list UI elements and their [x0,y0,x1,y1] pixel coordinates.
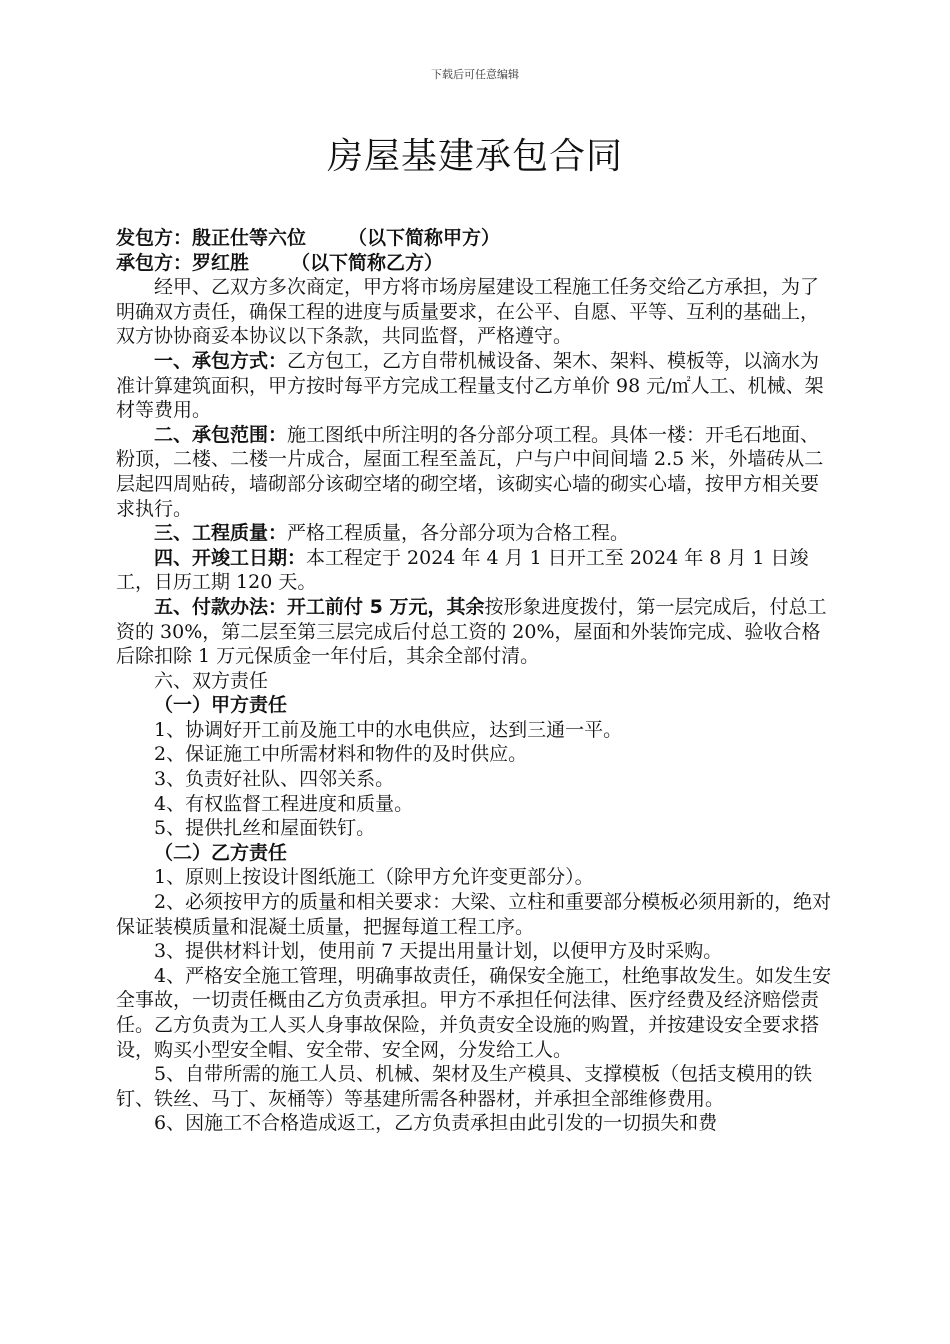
party-b-duty-item: 2、必须按甲方的质量和相关要求：大梁、立柱和重要部分模板必须用新的，绝对保证装模质量和混凝土质量，把握每道工程工序。 [116,891,832,938]
party-a-line [116,226,836,251]
party-b-duty-item: 3、提供材料计划，使用前 7 天提出用量计划，以便甲方及时采购。 [154,940,723,963]
clause-2 [116,423,836,521]
party-a-note: （以下简称甲方） [348,227,501,249]
intro-paragraph: 经甲、乙双方多次商定，甲方将市场房屋建设工程施工任务交给乙方承担，为了明确双方责任，确保工程的进度与质量要求，在公平、自愿、平等、互利的基础上，双方协协商妥本协议以下条款，共同监督，严格遵守。 [116,276,820,348]
party-a-duty-item: 5、提供扎丝和屋面铁钉。 [154,817,376,840]
clause-4-heading: 四、开竣工日期： [154,546,307,569]
party-b-duty-item: 6、因施工不合格造成返工，乙方负责承担由此引发的一切损失和费 [154,1112,718,1135]
party-a-label: 发包方：殷正仕等六位 [116,227,307,249]
clause-3-heading: 三、工程质量： [154,522,288,545]
clause-1 [116,349,836,423]
clause-3-text: 严格工程质量，各分部分项为合格工程。 [287,522,630,545]
party-b-duties-heading: （二）乙方责任 [154,841,288,864]
party-a-duties-heading: （一）甲方责任 [154,694,288,717]
clause-5 [116,595,836,669]
party-a-duty-item: 1、协调好开工前及施工中的水电供应，达到三通一平。 [154,718,623,741]
party-a-duty-item: 3、负责好社队、四邻关系。 [154,768,395,791]
clause-4 [116,546,836,595]
clause-2-text: 施工图纸中所注明的各分部分项工程。具体一楼：开毛石地面、粉顶，二楼、二楼一片成合，屋面工程至盖瓦，户与户中间间墙 2.5 米，外墙砖从二层起四周贴砖，墙砌部分该砌空堵的砌空堵，该砌实心墙的砌实心墙，按甲方相关要求执行。 [116,423,824,520]
party-a-duty-item: 2、保证施工中所需材料和物件的及时供应。 [154,743,528,766]
party-b-duty-item: 5、自带所需的施工人员、机械、架材及生产模具、支撑模板（包括支模用的铁钉、铁丝、马丁、灰桶等）等基建所需各种器材，并承担全部维修费用。 [116,1063,813,1110]
party-b-line [116,251,836,276]
party-b-note: （以下简称乙方） [291,251,444,274]
document-title: 房屋基建承包合同 [326,136,623,177]
party-b-label: 承包方：罗红胜 [116,251,250,274]
header-note: 下载后可任意编辑 [431,68,519,81]
clause-6-heading: 六、双方责任 [154,669,269,692]
clause-2-heading: 二、承包范围： [154,423,288,446]
clause-3 [116,521,836,546]
clause-5-heading: 五、付款办法：开工前付 5 万元，其余 [154,595,485,618]
party-b-duty-item: 1、原则上按设计图纸施工（除甲方允许变更部分）。 [154,866,594,889]
party-b-duty-item: 4、严格安全施工管理，明确事故责任，确保安全施工，杜绝事故发生。如发生安全事故，一切责任概由乙方负责承担。甲方不承担任何法律、医疗经费及经济赔偿责任。乙方负责为工人买人身事故保险，并负责安全设施的购置，并按建设安全要求搭设，购买小型安全帽、安全带、安全网，分发给工人。 [116,964,832,1061]
clause-1-heading: 一、承包方式： [154,349,288,372]
clause-1-text: 乙方包工，乙方自带机械设备、架木、架料、模板等，以滴水为准计算建筑面积，甲方按时每平方完成工程量支付乙方单价 98 元/㎡人工、机械、架材等费用。 [116,349,824,422]
document-body [116,226,836,1136]
clause-5-text: 按形象进度拨付，第一层完成后，付总工资的 30%，第二层至第三层完成后付总工资的 20%，屋面和外装饰完成、验收合格后除扣除 1 万元保质金一年付后，其余全部付清。 [116,595,827,668]
clause-4-text: 本工程定于 2024 年 4 月 1 日开工至 2024 年 8 月 1 日竣工，日历工期 120 天。 [116,546,809,594]
party-a-duty-item: 4、有权监督工程进度和质量。 [154,792,414,815]
